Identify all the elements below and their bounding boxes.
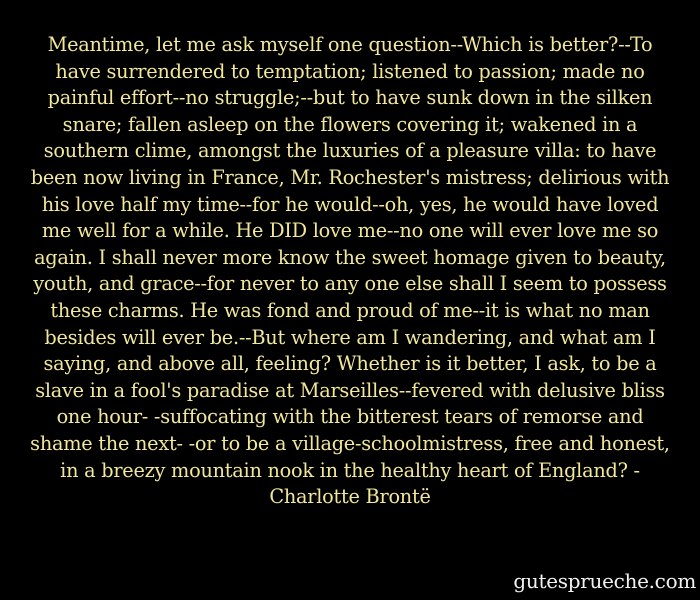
quote-line: painful effort--no struggle;--but to have sunk down in the silken [47, 86, 653, 110]
quote-line: Meantime, let me ask myself one question--Which is better?--To [47, 33, 653, 56]
quote-text [0, 32, 700, 511]
quote-line: again. I shall never more know the sweet homage given to beauty, [34, 245, 666, 269]
quote-line: southern clime, amongst the luxuries of a pleasure villa: to have [43, 139, 657, 163]
quote-line: youth, and grace--for never to any one else shall I seem to possess [33, 272, 667, 296]
quote-author: Charlotte Brontë [269, 485, 431, 509]
quote-line: slave in a fool's paradise at Marseilles--fevered with delusive bliss [35, 378, 665, 402]
quote-line: in a breezy mountain nook in the healthy heart of England? - [60, 458, 640, 482]
quote-line: one hour- -suffocating with the bitterest tears of remorse and [56, 405, 644, 429]
watermark-url: gutesprueche.com [513, 569, 696, 593]
quote-line: have surrendered to temptation; listened to passion; made no [55, 59, 645, 83]
quote-line: snare; fallen asleep on the flowers covering it; wakened in a [62, 112, 638, 136]
quote-line: besides will ever be.--But where am I wandering, and what am I [44, 325, 656, 349]
quote-line: his love half my time--for he would--oh, yes, he would have loved [41, 192, 659, 216]
quote-line: been now living in France, Mr. Rochester's mistress; delirious with [30, 165, 670, 189]
quote-line: these charms. He was fond and proud of me--it is what no man [50, 298, 650, 322]
quote-line: saying, and above all, feeling? Whether is it better, I ask, to be a [43, 352, 657, 376]
quote-line: me well for a while. He DID love me--no one will ever love me so [41, 219, 659, 243]
quote-line: shame the next- -or to be a village-schoolmistress, free and honest, [30, 431, 670, 455]
